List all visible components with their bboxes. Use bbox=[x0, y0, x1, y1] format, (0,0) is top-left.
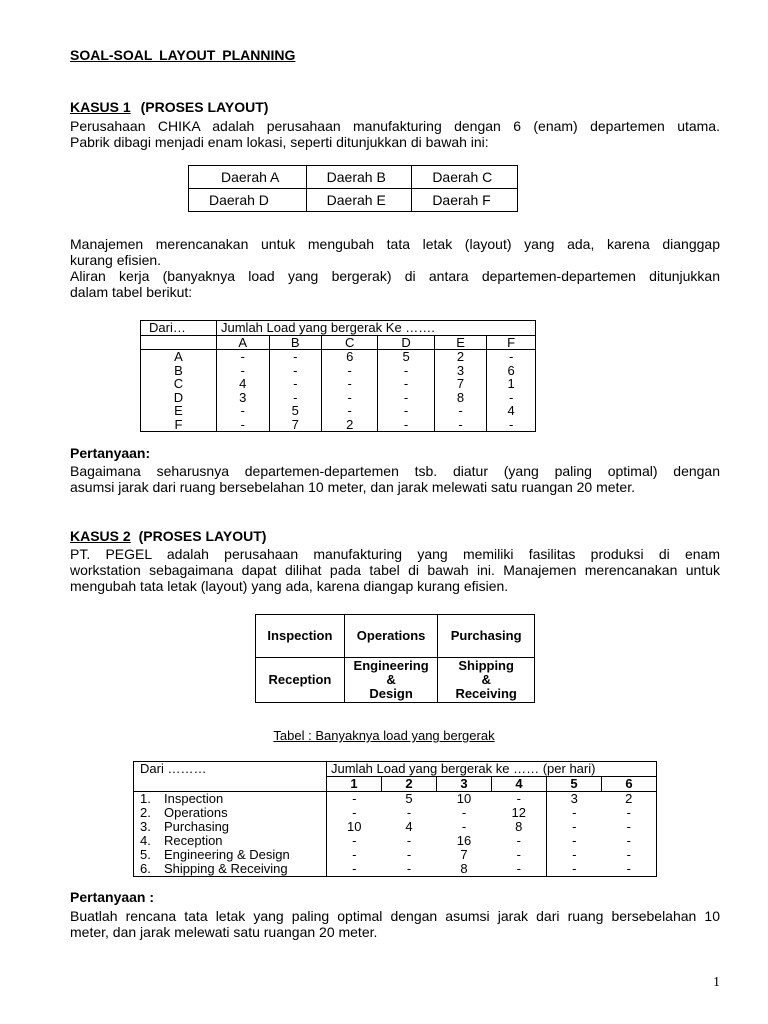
table-cell: - bbox=[269, 350, 322, 364]
table-cell: 5 bbox=[378, 350, 434, 364]
workstation-cell: Shipping & Receiving bbox=[438, 658, 535, 703]
table-cell: 3 bbox=[217, 391, 270, 405]
case2-workstation-grid bbox=[255, 614, 535, 703]
table-cell: - bbox=[406, 861, 412, 876]
case1-flow-table bbox=[140, 320, 536, 432]
table-cell: 3 bbox=[570, 791, 578, 806]
case1-desc-line: Aliran kerja (banyaknya load yang bergerak) di antara departemen-departemen ditunjukkan bbox=[70, 268, 720, 284]
table-cell: - bbox=[378, 377, 434, 391]
case1-intro bbox=[70, 118, 720, 150]
table-cell: - bbox=[352, 861, 357, 876]
table-cell: - bbox=[378, 391, 434, 405]
table-cell: - bbox=[322, 377, 378, 391]
table-cell: - bbox=[461, 819, 467, 834]
case1-intro-line: Perusahaan CHIKA adalah perusahaan manufakturing dengan 6 (enam) departemen utama. bbox=[70, 118, 720, 134]
case1-desc-line: dalam tabel berikut: bbox=[70, 284, 193, 300]
table-cell: 7 bbox=[460, 847, 468, 862]
table-cell: - bbox=[352, 833, 357, 848]
table-cell: 5 bbox=[269, 404, 322, 418]
location-cell: Daerah E bbox=[306, 189, 412, 212]
row-number: 5. bbox=[140, 847, 151, 862]
table-cell: - bbox=[322, 391, 378, 405]
from-header: Dari… bbox=[141, 321, 217, 336]
column-header: D bbox=[378, 335, 434, 350]
table-cell: - bbox=[378, 404, 434, 418]
to-header: Jumlah Load yang bergerak Ke ……. bbox=[221, 320, 435, 335]
column-header: 3 bbox=[437, 777, 492, 792]
column-header: 5 bbox=[547, 777, 602, 792]
row-label: E bbox=[141, 404, 217, 418]
table-cell: - bbox=[572, 847, 577, 862]
workstation-cell: Operations bbox=[344, 615, 437, 658]
table-cell: - bbox=[572, 833, 577, 848]
case2-question-line: Buatlah rencana tata letak yang paling optimal dengan asumsi jarak dari ruang bersebelahan 10 bbox=[70, 908, 720, 924]
table-cell: - bbox=[461, 805, 467, 820]
table-cell: - bbox=[406, 833, 412, 848]
case1-question bbox=[70, 463, 720, 495]
column-header: 4 bbox=[492, 777, 547, 792]
case1-location-grid bbox=[188, 165, 518, 212]
table-cell: - bbox=[269, 377, 322, 391]
row-label: Inspection bbox=[164, 792, 327, 807]
table-cell: 1 bbox=[507, 376, 515, 391]
case1-question-heading: Pertanyaan: bbox=[70, 445, 151, 461]
table-row bbox=[134, 820, 657, 834]
table-cell: 7 bbox=[434, 377, 487, 391]
row-label: B bbox=[141, 364, 217, 378]
table-row bbox=[134, 862, 657, 877]
table-cell: 2 bbox=[322, 418, 378, 432]
case2-flow-table bbox=[133, 761, 657, 877]
case2-intro-line: mengubah tata letak (layout) yang ada, karena diangap kurang efisien. bbox=[70, 578, 509, 594]
table-cell: 16 bbox=[456, 833, 472, 848]
table-cell: - bbox=[406, 805, 412, 820]
case2-heading-suffix: (PROSES LAYOUT) bbox=[138, 528, 267, 544]
column-header: E bbox=[434, 335, 487, 350]
table-cell: - bbox=[572, 861, 577, 876]
table-cell: - bbox=[378, 418, 434, 432]
table-caption-wrap bbox=[0, 727, 768, 743]
row-label: Operations bbox=[164, 806, 327, 820]
table-cell: 4 bbox=[217, 377, 270, 391]
case1-desc-line: Manajemen merencanakan untuk mengubah tata letak (layout) yang ada, karena dianggap bbox=[70, 236, 720, 252]
table-cell: - bbox=[572, 805, 577, 820]
row-label: Purchasing bbox=[164, 820, 327, 834]
case1-heading-label: KASUS 1 bbox=[70, 99, 131, 115]
table-cell: - bbox=[492, 848, 547, 862]
table-cell: - bbox=[217, 404, 270, 418]
case2-question bbox=[70, 908, 720, 940]
table-cell: 10 bbox=[456, 791, 472, 806]
table-cell: 7 bbox=[269, 418, 322, 432]
column-header: 6 bbox=[625, 776, 633, 791]
table-row bbox=[134, 806, 657, 820]
to-header: Jumlah Load yang bergerak ke …… (per hari) bbox=[327, 762, 657, 777]
table-cell: - bbox=[322, 364, 378, 378]
table-cell: - bbox=[322, 404, 378, 418]
table-cell: 2 bbox=[625, 791, 633, 806]
table-cell: - bbox=[626, 833, 631, 848]
row-number: 1. bbox=[140, 791, 151, 806]
table-row bbox=[141, 364, 536, 378]
table-cell: - bbox=[269, 391, 322, 405]
table-cell: - bbox=[352, 805, 357, 820]
page-number: 1 bbox=[713, 975, 720, 990]
case1-intro-line: Pabrik dibagi menjadi enam lokasi, seperti ditunjukkan di bawah ini: bbox=[70, 134, 489, 150]
table-cell: 5 bbox=[405, 791, 413, 806]
case1-question-line: asumsi jarak dari ruang bersebelahan 10 meter, dan jarak melewati satu ruangan 20 meter. bbox=[70, 479, 635, 495]
table-cell: - bbox=[217, 418, 270, 432]
location-cell: Daerah C bbox=[412, 166, 518, 189]
column-header: B bbox=[269, 335, 322, 350]
column-header: C bbox=[322, 335, 378, 350]
row-label: A bbox=[141, 350, 217, 364]
page-title: SOAL-SOAL LAYOUT PLANNING bbox=[70, 47, 296, 63]
case2-heading bbox=[70, 528, 266, 544]
row-label: C bbox=[141, 377, 217, 391]
row-label: F bbox=[141, 418, 217, 432]
column-header: F bbox=[507, 334, 516, 350]
table-cell: - bbox=[508, 416, 514, 432]
table-cell: 2 bbox=[434, 350, 487, 364]
case1-heading bbox=[70, 99, 268, 115]
row-number: 2. bbox=[140, 805, 151, 820]
row-label: Shipping & Receiving bbox=[164, 862, 327, 877]
table-cell: 8 bbox=[434, 391, 487, 405]
table-cell: - bbox=[492, 862, 547, 877]
workstation-cell: Purchasing bbox=[438, 615, 535, 658]
row-label: D bbox=[141, 391, 217, 405]
table-row bbox=[141, 377, 536, 391]
table-row bbox=[134, 792, 657, 807]
workstation-cell: Reception bbox=[256, 658, 345, 703]
table-cell: - bbox=[217, 350, 270, 364]
table-cell: - bbox=[269, 364, 322, 378]
table-cell: - bbox=[434, 404, 487, 418]
table-row bbox=[134, 848, 657, 862]
location-cell: Daerah B bbox=[306, 166, 412, 189]
case1-heading-suffix: (PROSES LAYOUT) bbox=[140, 99, 269, 115]
row-number: 4. bbox=[140, 833, 151, 848]
table-row bbox=[141, 391, 536, 405]
table-row bbox=[134, 834, 657, 848]
table-cell: - bbox=[626, 861, 631, 876]
case2-heading-label: KASUS 2 bbox=[70, 528, 131, 544]
case2-question-line: meter, dan jarak melewati satu ruangan 20 meter. bbox=[70, 924, 378, 940]
location-cell: Daerah A bbox=[189, 166, 307, 189]
table-cell: - bbox=[508, 349, 514, 364]
table-row bbox=[141, 418, 536, 432]
column-header: 1 bbox=[327, 777, 382, 792]
workstation-cell: Engineering & Design bbox=[344, 658, 437, 703]
table-cell: - bbox=[492, 792, 547, 807]
case2-intro-line: workstation sebagaimana dapat dilihat pada tabel di bawah ini. Manajemen merencanakan untuk bbox=[70, 562, 720, 578]
table-cell: 3 bbox=[434, 364, 487, 378]
row-label: Engineering & Design bbox=[164, 848, 327, 862]
table-cell: 6 bbox=[322, 350, 378, 364]
table-cell: - bbox=[572, 819, 577, 834]
from-header: Dari ……… bbox=[134, 762, 327, 777]
table-row bbox=[141, 404, 536, 418]
case2-intro-line: PT. PEGEL adalah perusahaan manufakturing yang memiliki fasilitas produksi di enam bbox=[70, 546, 720, 562]
table-cell: - bbox=[492, 834, 547, 848]
table-cell: - bbox=[406, 847, 412, 862]
table-cell: 6 bbox=[507, 362, 515, 378]
table-cell: - bbox=[378, 364, 434, 378]
column-header: 2 bbox=[382, 777, 437, 792]
table-row bbox=[141, 350, 536, 364]
case1-question-line: Bagaimana seharusnya departemen-departemen tsb. diatur (yang paling optimal) dengan bbox=[70, 463, 720, 479]
table-cell: 12 bbox=[492, 806, 547, 820]
table-cell: - bbox=[217, 364, 270, 378]
location-cell: Daerah D bbox=[189, 189, 307, 212]
row-number: 6. bbox=[140, 861, 151, 876]
table-cell: - bbox=[508, 389, 514, 405]
table-cell: - bbox=[434, 418, 487, 432]
row-number: 3. bbox=[140, 819, 151, 834]
table-cell: 8 bbox=[460, 861, 468, 876]
case1-description bbox=[70, 236, 720, 300]
case1-desc-line: kurang efisien. bbox=[70, 252, 162, 268]
table-cell: - bbox=[626, 847, 631, 862]
table-cell: 10 bbox=[347, 819, 362, 834]
table-cell: 4 bbox=[507, 403, 515, 418]
case2-question-heading: Pertanyaan : bbox=[70, 889, 155, 905]
location-cell: Daerah F bbox=[412, 189, 518, 212]
workstation-cell: Inspection bbox=[256, 615, 345, 658]
case2-table-caption: Tabel : Banyaknya load yang bergerak bbox=[273, 728, 495, 743]
row-label: Reception bbox=[164, 834, 327, 848]
case2-intro bbox=[70, 546, 720, 594]
table-cell: - bbox=[626, 805, 631, 820]
table-cell: - bbox=[352, 791, 357, 806]
table-cell: - bbox=[352, 847, 357, 862]
table-cell: - bbox=[626, 819, 631, 834]
table-cell: 4 bbox=[405, 819, 413, 834]
column-header: A bbox=[217, 335, 270, 350]
table-cell: 8 bbox=[492, 820, 547, 834]
